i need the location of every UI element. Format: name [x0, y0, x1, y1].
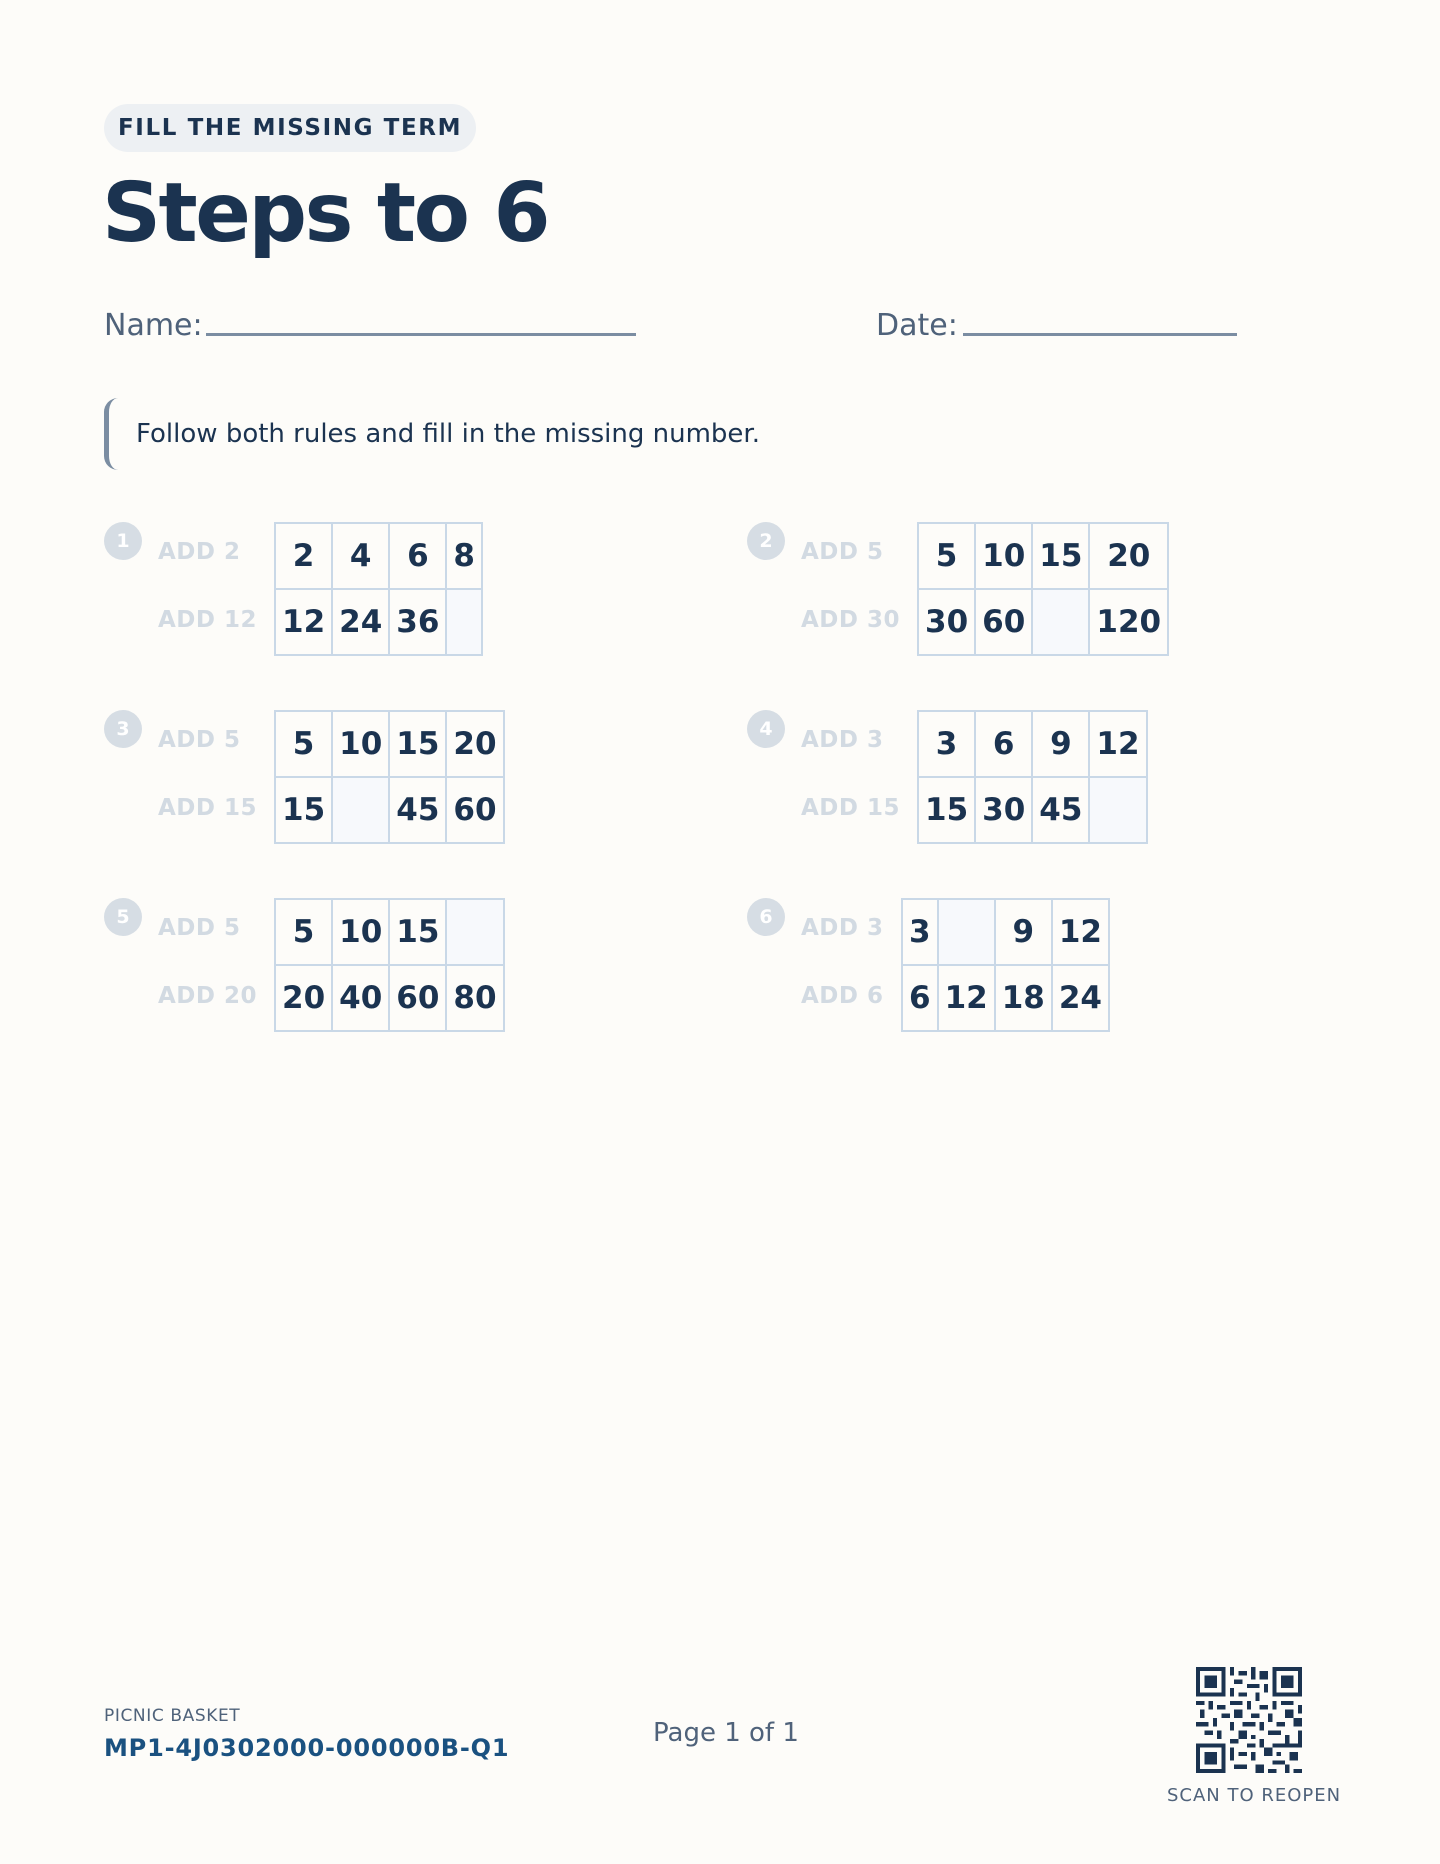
- grid-cell: 30: [918, 589, 975, 655]
- grid-cell: 15: [918, 777, 975, 843]
- rule-top: ADD 5: [801, 539, 884, 565]
- grid-cell: 15: [389, 899, 446, 965]
- grid-cell: 6: [902, 965, 938, 1031]
- instruction-bracket: [104, 398, 118, 470]
- grid-row-bottom: [902, 965, 1109, 1031]
- grid-cell: 3: [902, 899, 938, 965]
- grid-cell: 12: [938, 965, 995, 1031]
- grid-cell: 20: [275, 965, 332, 1031]
- grid-row-top: [275, 899, 504, 965]
- sequence-grid: [274, 710, 505, 844]
- grid-row-top: [275, 711, 504, 777]
- rule-top: ADD 2: [158, 539, 241, 565]
- grid-row-top: [918, 711, 1147, 777]
- grid-cell: 15: [389, 711, 446, 777]
- date-label: Date:: [876, 308, 958, 343]
- worksheet-title: Steps to 6: [102, 166, 549, 261]
- grid-cell: 24: [332, 589, 389, 655]
- rule-bottom: ADD 30: [801, 607, 900, 633]
- grid-cell: 30: [975, 777, 1032, 843]
- rule-bottom: ADD 15: [158, 795, 257, 821]
- answer-cell[interactable]: [938, 899, 995, 965]
- grid-cell: 5: [275, 711, 332, 777]
- rule-top: ADD 5: [158, 915, 241, 941]
- grid-cell: 12: [1089, 711, 1146, 777]
- problem-number: 5: [104, 898, 142, 936]
- sequence-grid: [917, 710, 1148, 844]
- qr-code-icon[interactable]: [1196, 1667, 1302, 1773]
- grid-row-top: [902, 899, 1109, 965]
- grid-cell: 9: [995, 899, 1052, 965]
- grid-cell: 5: [918, 523, 975, 589]
- sequence-grid: [274, 522, 483, 656]
- grid-cell: 60: [975, 589, 1032, 655]
- grid-cell: 60: [389, 965, 446, 1031]
- grid-cell: 6: [975, 711, 1032, 777]
- grid-row-bottom: [275, 589, 482, 655]
- grid-cell: 18: [995, 965, 1052, 1031]
- name-label: Name:: [104, 308, 203, 343]
- answer-cell[interactable]: [1089, 777, 1146, 843]
- problem-number: 6: [747, 898, 785, 936]
- grid-cell: 10: [332, 711, 389, 777]
- rule-top: ADD 3: [801, 915, 884, 941]
- grid-cell: 80: [446, 965, 503, 1031]
- problem-number: 2: [747, 522, 785, 560]
- grid-cell: 12: [1052, 899, 1109, 965]
- grid-cell: 20: [1089, 523, 1168, 589]
- rule-top: ADD 5: [158, 727, 241, 753]
- grid-cell: 9: [1032, 711, 1089, 777]
- grid-cell: 120: [1089, 589, 1168, 655]
- instruction-box: [104, 398, 804, 472]
- grid-cell: 45: [389, 777, 446, 843]
- sequence-grid: [917, 522, 1169, 656]
- grid-cell: 2: [275, 523, 332, 589]
- grid-cell: 6: [389, 523, 446, 589]
- problem-number: 1: [104, 522, 142, 560]
- grid-cell: 12: [275, 589, 332, 655]
- grid-cell: 8: [446, 523, 482, 589]
- grid-row-top: [275, 523, 482, 589]
- rule-bottom: ADD 6: [801, 983, 884, 1009]
- grid-cell: 45: [1032, 777, 1089, 843]
- grid-row-bottom: [275, 777, 504, 843]
- grid-row-bottom: [918, 589, 1168, 655]
- grid-cell: 10: [975, 523, 1032, 589]
- collection-name: PICNIC BASKET: [104, 1706, 241, 1726]
- grid-cell: 15: [1032, 523, 1089, 589]
- rule-bottom: ADD 15: [801, 795, 900, 821]
- date-line[interactable]: [963, 333, 1237, 336]
- grid-cell: 60: [446, 777, 503, 843]
- rule-top: ADD 3: [801, 727, 884, 753]
- rule-bottom: ADD 12: [158, 607, 257, 633]
- name-line[interactable]: [206, 333, 636, 336]
- grid-cell: 20: [446, 711, 503, 777]
- grid-row-bottom: [918, 777, 1147, 843]
- grid-cell: 4: [332, 523, 389, 589]
- worksheet-code: MP1-4J0302000-000000B-Q1: [104, 1734, 510, 1762]
- page-number: Page 1 of 1: [653, 1718, 799, 1748]
- grid-cell: 40: [332, 965, 389, 1031]
- grid-cell: 3: [918, 711, 975, 777]
- sequence-grid: [901, 898, 1110, 1032]
- sequence-grid: [274, 898, 505, 1032]
- grid-cell: 10: [332, 899, 389, 965]
- grid-row-bottom: [275, 965, 504, 1031]
- grid-cell: 5: [275, 899, 332, 965]
- grid-cell: 15: [275, 777, 332, 843]
- grid-cell: 36: [389, 589, 446, 655]
- scan-to-reopen-label: SCAN TO REOPEN: [1167, 1785, 1342, 1806]
- problem-number: 3: [104, 710, 142, 748]
- answer-cell[interactable]: [446, 899, 503, 965]
- grid-row-top: [918, 523, 1168, 589]
- rule-bottom: ADD 20: [158, 983, 257, 1009]
- answer-cell[interactable]: [1032, 589, 1089, 655]
- instruction-text: Follow both rules and fill in the missing number.: [136, 419, 760, 449]
- grid-cell: 24: [1052, 965, 1109, 1031]
- worksheet-type-badge: FILL THE MISSING TERM: [104, 104, 476, 152]
- problem-number: 4: [747, 710, 785, 748]
- answer-cell[interactable]: [446, 589, 482, 655]
- answer-cell[interactable]: [332, 777, 389, 843]
